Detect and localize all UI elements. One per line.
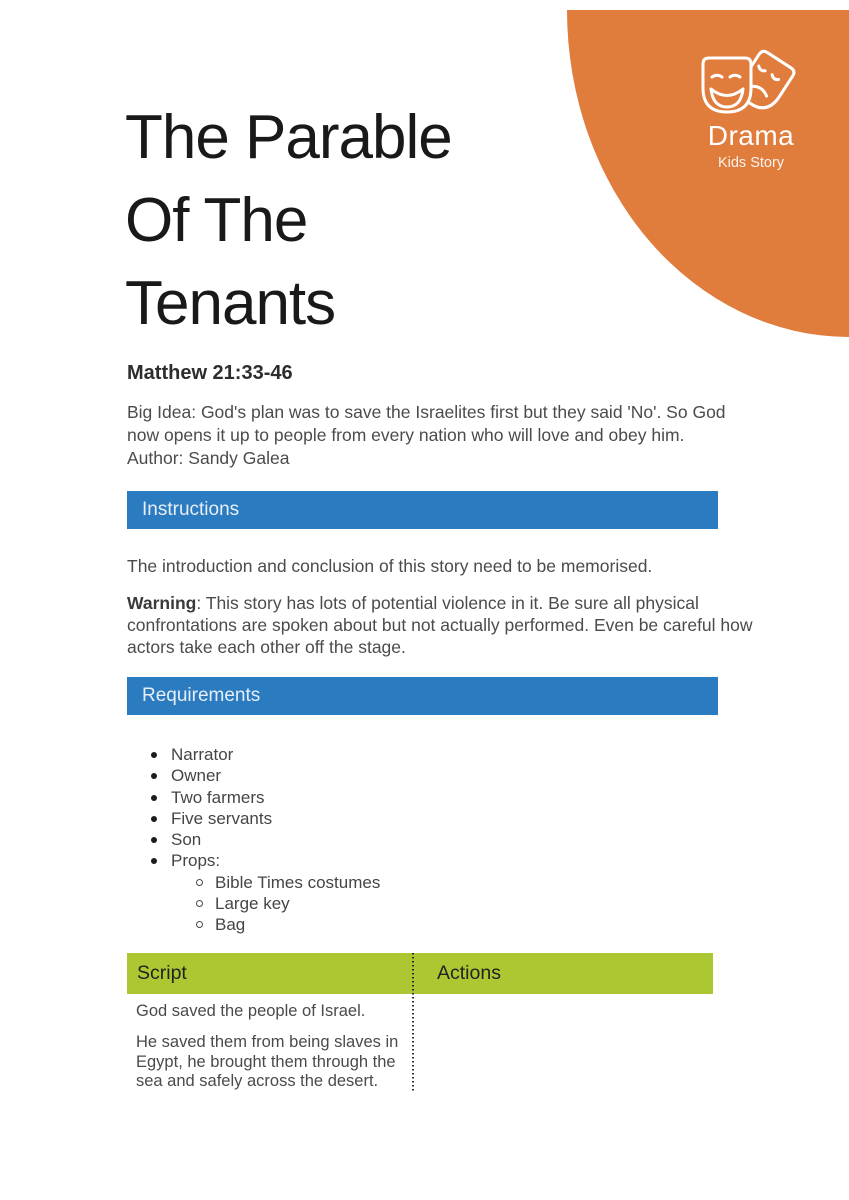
script-line: He saved them from being slaves in xyxy=(136,1033,399,1052)
warning-paragraph xyxy=(127,592,753,658)
bullet-icon xyxy=(151,773,157,779)
list-item-label: Owner xyxy=(171,766,222,786)
big-idea-line: now opens it up to people from every nation who will love and obey him. xyxy=(127,425,685,446)
actions-column-header: Actions xyxy=(437,962,501,984)
script-paragraph: God saved the people of Israel. xyxy=(136,1002,366,1020)
page-title xyxy=(125,96,452,345)
big-idea-paragraph xyxy=(127,401,726,471)
brand-name: Drama xyxy=(707,120,795,151)
props-sub-item-label: Bag xyxy=(215,915,246,935)
bullet-icon xyxy=(151,858,157,864)
script-column-header: Script xyxy=(137,962,187,984)
author-line: Author: Sandy Galea xyxy=(127,448,290,469)
script-paragraph xyxy=(136,1033,406,1091)
requirements-section-header xyxy=(127,677,718,715)
script-table-header xyxy=(127,953,713,994)
bullet-icon xyxy=(151,752,157,758)
list-item-label: Props: xyxy=(171,851,221,871)
page-title-line: Of The xyxy=(125,186,308,255)
props-sub-item-label: Large key xyxy=(215,894,290,914)
brand-subtitle: Kids Story xyxy=(717,155,785,171)
props-sub-item-label: Bible Times costumes xyxy=(215,872,381,892)
list-item xyxy=(127,808,687,829)
column-divider xyxy=(412,953,414,1092)
bullet-icon xyxy=(151,795,157,801)
requirements-heading-label: Requirements xyxy=(142,685,261,706)
warning-label: Warning xyxy=(127,593,197,613)
list-item xyxy=(127,765,687,786)
hollow-bullet-icon xyxy=(196,900,203,907)
hollow-bullet-icon xyxy=(196,921,203,928)
instructions-heading-label: Instructions xyxy=(142,499,240,520)
list-item-label: Narrator xyxy=(171,745,234,764)
theater-masks-icon xyxy=(701,50,801,116)
instructions-body: The introduction and conclusion of this story need to be memorised. xyxy=(127,556,653,576)
page-title-line: The Parable xyxy=(125,103,452,172)
page-title-line: Tenants xyxy=(125,269,336,338)
instructions-section-header xyxy=(127,491,718,529)
warning-line xyxy=(127,592,753,614)
list-item-label: Son xyxy=(171,830,202,850)
script-line: sea and safely across the desert. xyxy=(136,1072,379,1091)
list-item xyxy=(127,744,687,765)
bullet-icon xyxy=(151,837,157,843)
list-item xyxy=(127,829,687,850)
warning-line: confrontations are spoken about but not actually performed. Even be careful how xyxy=(127,615,753,635)
brand-logo xyxy=(692,50,810,171)
list-item-label: Two farmers xyxy=(171,787,265,807)
list-item-props xyxy=(127,850,687,871)
warning-line: actors take each other off the stage. xyxy=(127,637,406,657)
props-sub-item xyxy=(127,893,687,914)
scripture-reference: Matthew 21:33-46 xyxy=(127,362,293,384)
big-idea-line: Big Idea: God's plan was to save the Israelites first but they said 'No'. So God xyxy=(127,402,726,422)
script-cell xyxy=(136,1002,406,1092)
props-sub-item xyxy=(127,872,687,893)
list-item xyxy=(127,787,687,808)
bullet-icon xyxy=(151,816,157,822)
requirements-list xyxy=(127,744,687,936)
hollow-bullet-icon xyxy=(196,879,203,886)
script-line: Egypt, he brought them through the xyxy=(136,1052,396,1071)
list-item-label: Five servants xyxy=(171,808,273,828)
warning-text: : This story has lots of potential violence in it. Be sure all physical xyxy=(196,593,699,613)
props-sub-item xyxy=(127,914,687,935)
